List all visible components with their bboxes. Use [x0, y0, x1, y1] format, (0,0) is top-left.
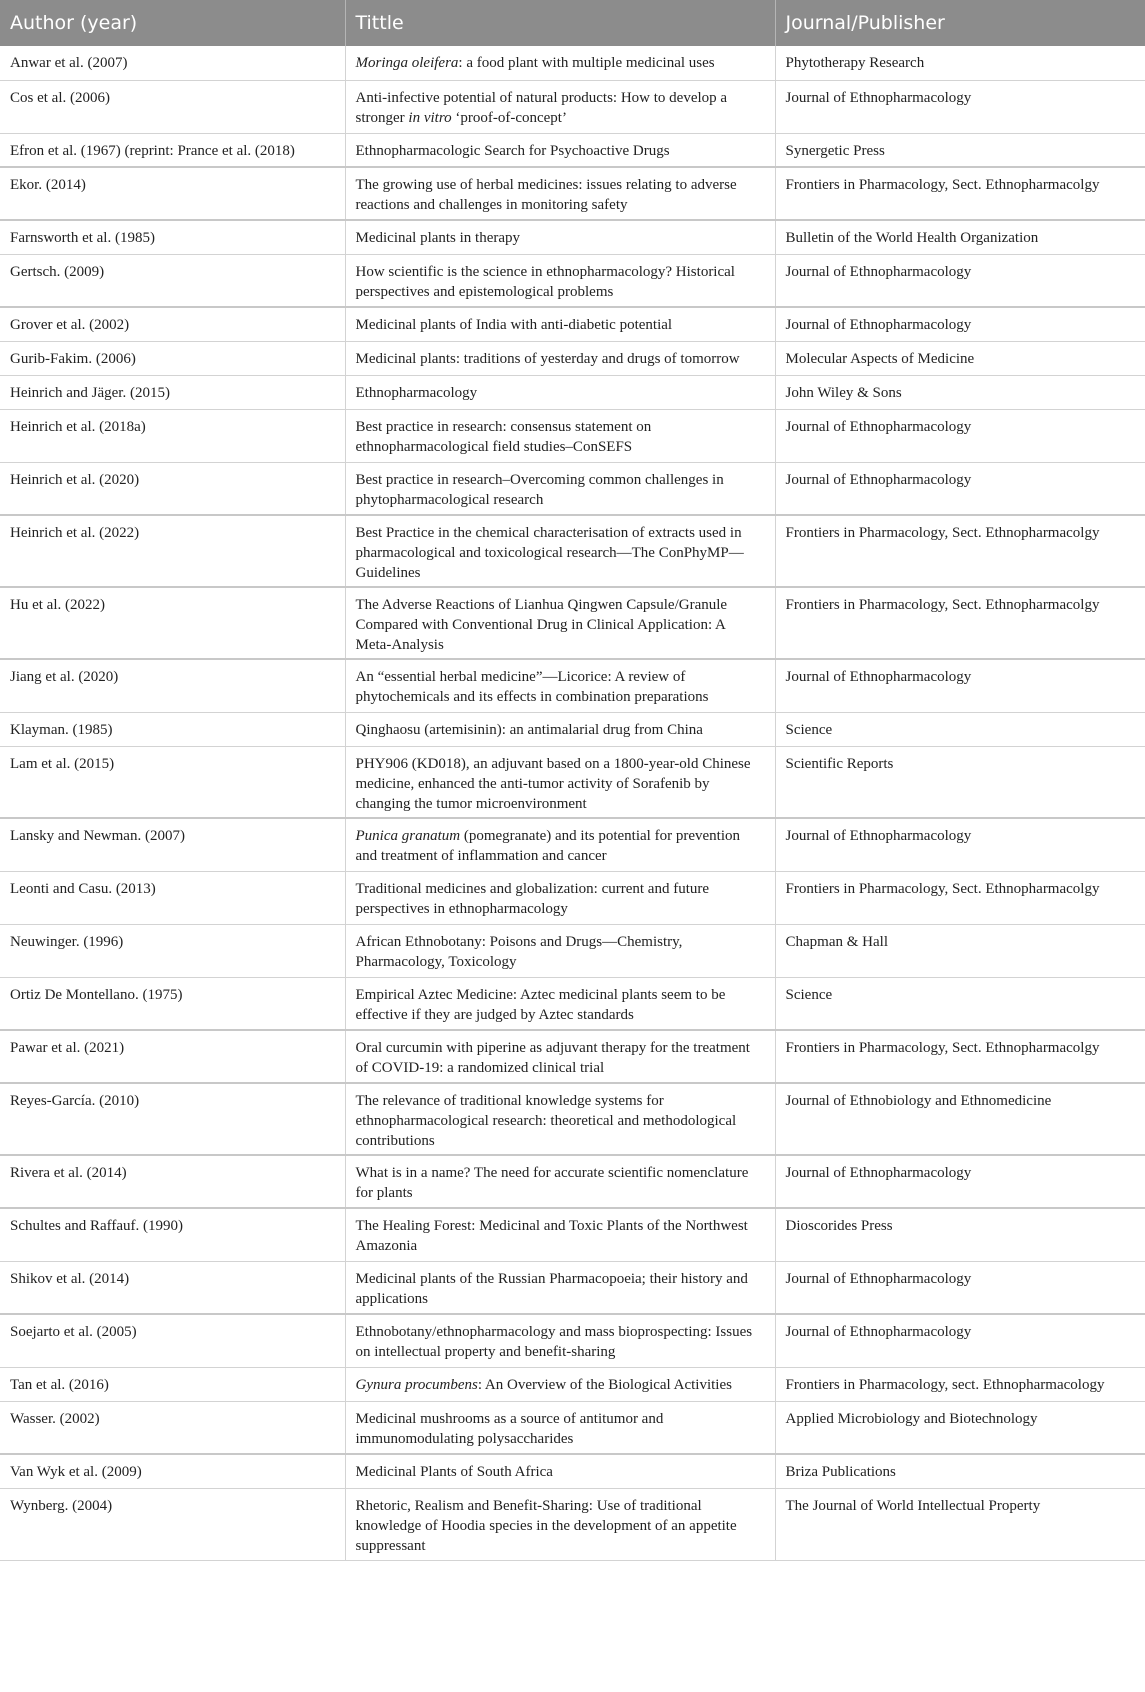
journal-cell: Journal of Ethnopharmacology — [775, 307, 1145, 341]
journal-cell: Frontiers in Pharmacology, Sect. Ethnopharmacolgy — [775, 515, 1145, 587]
table-row — [0, 712, 1145, 746]
table-row — [0, 871, 1145, 924]
title-cell: Ethnobotany/ethnopharmacology and mass bioprospecting: Issues on intellectual property and benefit-sharing — [345, 1314, 775, 1367]
title-cell: The growing use of herbal medicines: issues relating to adverse reactions and challenges in monitoring safety — [345, 167, 775, 220]
title-text: : An Overview of the Biological Activities — [477, 1376, 732, 1393]
title-cell: The Healing Forest: Medicinal and Toxic Plants of the Northwest Amazonia — [345, 1208, 775, 1261]
journal-cell: Journal of Ethnopharmacology — [775, 1314, 1145, 1367]
table-row — [0, 1083, 1145, 1155]
title-cell — [345, 80, 775, 133]
journal-cell: Journal of Ethnopharmacology — [775, 818, 1145, 871]
title-cell: An “essential herbal medicine”—Licorice: A review of phytochemicals and its effects in combination preparations — [345, 659, 775, 712]
author-cell: Klayman. (1985) — [0, 712, 345, 746]
journal-cell: Science — [775, 712, 1145, 746]
table-row — [0, 1208, 1145, 1261]
title-text: Anti-infective potential of natural products: How to develop a stronger — [355, 89, 728, 126]
title-cell — [345, 46, 775, 80]
title-italic-term: Gynura procumbens — [355, 1376, 478, 1393]
table-row — [0, 587, 1145, 659]
table-row — [0, 80, 1145, 133]
header-title: Tittle — [345, 0, 775, 46]
author-cell: Van Wyk et al. (2009) — [0, 1454, 345, 1488]
table-row — [0, 746, 1145, 818]
author-cell: Schultes and Raffauf. (1990) — [0, 1208, 345, 1261]
title-text: (pomegranate) and its potential for prevention and treatment of inflammation and cancer — [355, 828, 740, 864]
journal-cell: Frontiers in Pharmacology, sect. Ethnopharmacology — [775, 1367, 1145, 1401]
table-row — [0, 1488, 1145, 1560]
title-cell — [345, 818, 775, 871]
journal-cell: Scientific Reports — [775, 746, 1145, 818]
title-text: ‘proof-of-concept’ — [451, 109, 567, 126]
author-cell: Tan et al. (2016) — [0, 1367, 345, 1401]
author-cell: Grover et al. (2002) — [0, 307, 345, 341]
title-cell: Rhetoric, Realism and Benefit-Sharing: Use of traditional knowledge of Hoodia species in the development of an appetite suppressant — [345, 1488, 775, 1560]
author-cell: Heinrich et al. (2022) — [0, 515, 345, 587]
title-cell: Medicinal plants of India with anti-diabetic potential — [345, 307, 775, 341]
author-cell: Heinrich et al. (2020) — [0, 462, 345, 515]
title-cell: How scientific is the science in ethnopharmacology? Historical perspectives and epistemological problems — [345, 254, 775, 307]
author-cell: Wasser. (2002) — [0, 1401, 345, 1454]
author-cell: Shikov et al. (2014) — [0, 1261, 345, 1314]
table-row — [0, 307, 1145, 341]
header-author: Author (year) — [0, 0, 345, 46]
title-cell: What is in a name? The need for accurate scientific nomenclature for plants — [345, 1155, 775, 1208]
title-cell: Best practice in research–Overcoming common challenges in phytopharmacological research — [345, 462, 775, 515]
author-cell: Jiang et al. (2020) — [0, 659, 345, 712]
journal-cell: Frontiers in Pharmacology, Sect. Ethnopharmacolgy — [775, 167, 1145, 220]
journal-cell: Journal of Ethnopharmacology — [775, 1155, 1145, 1208]
table-row — [0, 515, 1145, 587]
title-cell: Empirical Aztec Medicine: Aztec medicinal plants seem to be effective if they are judged by Aztec standards — [345, 977, 775, 1030]
journal-cell: Dioscorides Press — [775, 1208, 1145, 1261]
author-cell: Hu et al. (2022) — [0, 587, 345, 659]
journal-cell: Journal of Ethnobiology and Ethnomedicine — [775, 1083, 1145, 1155]
title-italic-term: in vitro — [408, 109, 452, 126]
author-cell: Wynberg. (2004) — [0, 1488, 345, 1560]
title-cell: Medicinal plants: traditions of yesterday and drugs of tomorrow — [345, 341, 775, 375]
author-cell: Ekor. (2014) — [0, 167, 345, 220]
journal-cell: Journal of Ethnopharmacology — [775, 409, 1145, 462]
table-row — [0, 818, 1145, 871]
title-cell: Medicinal plants in therapy — [345, 220, 775, 254]
journal-cell: Synergetic Press — [775, 133, 1145, 167]
journal-cell: Journal of Ethnopharmacology — [775, 80, 1145, 133]
journal-cell: Briza Publications — [775, 1454, 1145, 1488]
author-cell: Ortiz De Montellano. (1975) — [0, 977, 345, 1030]
table-row — [0, 1030, 1145, 1083]
table-row — [0, 254, 1145, 307]
table-row — [0, 1454, 1145, 1488]
table-row — [0, 375, 1145, 409]
journal-cell: Frontiers in Pharmacology, Sect. Ethnopharmacolgy — [775, 587, 1145, 659]
title-cell: Best practice in research: consensus statement on ethnopharmacological field studies–ConSEFS — [345, 409, 775, 462]
author-cell: Heinrich et al. (2018a) — [0, 409, 345, 462]
journal-cell: Journal of Ethnopharmacology — [775, 659, 1145, 712]
journal-cell: Frontiers in Pharmacology, Sect. Ethnopharmacolgy — [775, 871, 1145, 924]
table-row — [0, 220, 1145, 254]
table-row — [0, 1314, 1145, 1367]
journal-cell: Molecular Aspects of Medicine — [775, 341, 1145, 375]
author-cell: Leonti and Casu. (2013) — [0, 871, 345, 924]
author-cell: Gurib-Fakim. (2006) — [0, 341, 345, 375]
table-row — [0, 1367, 1145, 1401]
title-cell: Oral curcumin with piperine as adjuvant therapy for the treatment of COVID-19: a randomized clinical trial — [345, 1030, 775, 1083]
journal-cell: Chapman & Hall — [775, 924, 1145, 977]
table-row — [0, 167, 1145, 220]
journal-cell: Applied Microbiology and Biotechnology — [775, 1401, 1145, 1454]
title-cell: The Adverse Reactions of Lianhua Qingwen Capsule/Granule Compared with Conventional Drug in Clinical Application: A Meta-Analysis — [345, 587, 775, 659]
table-row — [0, 46, 1145, 80]
title-cell — [345, 1367, 775, 1401]
table-row — [0, 1261, 1145, 1314]
table-row — [0, 924, 1145, 977]
journal-cell: Frontiers in Pharmacology, Sect. Ethnopharmacolgy — [775, 1030, 1145, 1083]
journal-cell: Journal of Ethnopharmacology — [775, 1261, 1145, 1314]
title-cell: Best Practice in the chemical characterisation of extracts used in pharmacological and toxicological research—The ConPhyMP—Guidelines — [345, 515, 775, 587]
author-cell: Heinrich and Jäger. (2015) — [0, 375, 345, 409]
journal-cell: John Wiley & Sons — [775, 375, 1145, 409]
table-row — [0, 1401, 1145, 1454]
title-cell: Traditional medicines and globalization: current and future perspectives in ethnopharmacology — [345, 871, 775, 924]
header-row — [0, 0, 1145, 46]
title-text: : a food plant with multiple medicinal uses — [458, 55, 715, 71]
journal-cell: Science — [775, 977, 1145, 1030]
journal-cell: Bulletin of the World Health Organization — [775, 220, 1145, 254]
author-cell: Anwar et al. (2007) — [0, 46, 345, 80]
journal-cell: The Journal of World Intellectual Property — [775, 1488, 1145, 1560]
header-journal: Journal/Publisher — [775, 0, 1145, 46]
author-cell: Pawar et al. (2021) — [0, 1030, 345, 1083]
title-italic-term: Moringa oleifera — [355, 55, 459, 71]
author-cell: Efron et al. (1967) (reprint: Prance et al. (2018) — [0, 133, 345, 167]
journal-cell: Journal of Ethnopharmacology — [775, 254, 1145, 307]
author-cell: Cos et al. (2006) — [0, 80, 345, 133]
table-row — [0, 409, 1145, 462]
author-cell: Soejarto et al. (2005) — [0, 1314, 345, 1367]
title-cell: African Ethnobotany: Poisons and Drugs—Chemistry, Pharmacology, Toxicology — [345, 924, 775, 977]
title-cell: The relevance of traditional knowledge systems for ethnopharmacological research: theoretical and methodological contributions — [345, 1083, 775, 1155]
title-italic-term: Punica granatum — [355, 828, 461, 844]
author-cell: Gertsch. (2009) — [0, 254, 345, 307]
title-cell: Medicinal mushrooms as a source of antitumor and immunomodulating polysaccharides — [345, 1401, 775, 1454]
title-cell: Ethnopharmacology — [345, 375, 775, 409]
author-cell: Neuwinger. (1996) — [0, 924, 345, 977]
author-cell: Rivera et al. (2014) — [0, 1155, 345, 1208]
title-cell: PHY906 (KD018), an adjuvant based on a 1800-year-old Chinese medicine, enhanced the anti-tumor activity of Sorafenib by changing the tumor microenvironment — [345, 746, 775, 818]
table-row — [0, 977, 1145, 1030]
author-cell: Reyes-García. (2010) — [0, 1083, 345, 1155]
table-row — [0, 341, 1145, 375]
author-cell: Lansky and Newman. (2007) — [0, 818, 345, 871]
title-cell: Medicinal plants of the Russian Pharmacopoeia; their history and applications — [345, 1261, 775, 1314]
title-cell: Medicinal Plants of South Africa — [345, 1454, 775, 1488]
table-row — [0, 462, 1145, 515]
table-row — [0, 1155, 1145, 1208]
table-row — [0, 659, 1145, 712]
journal-cell: Journal of Ethnopharmacology — [775, 462, 1145, 515]
author-cell: Lam et al. (2015) — [0, 746, 345, 818]
title-cell: Ethnopharmacologic Search for Psychoactive Drugs — [345, 133, 775, 167]
table-row — [0, 133, 1145, 167]
title-cell: Qinghaosu (artemisinin): an antimalarial drug from China — [345, 712, 775, 746]
author-cell: Farnsworth et al. (1985) — [0, 220, 345, 254]
journal-cell: Phytotherapy Research — [775, 46, 1145, 80]
